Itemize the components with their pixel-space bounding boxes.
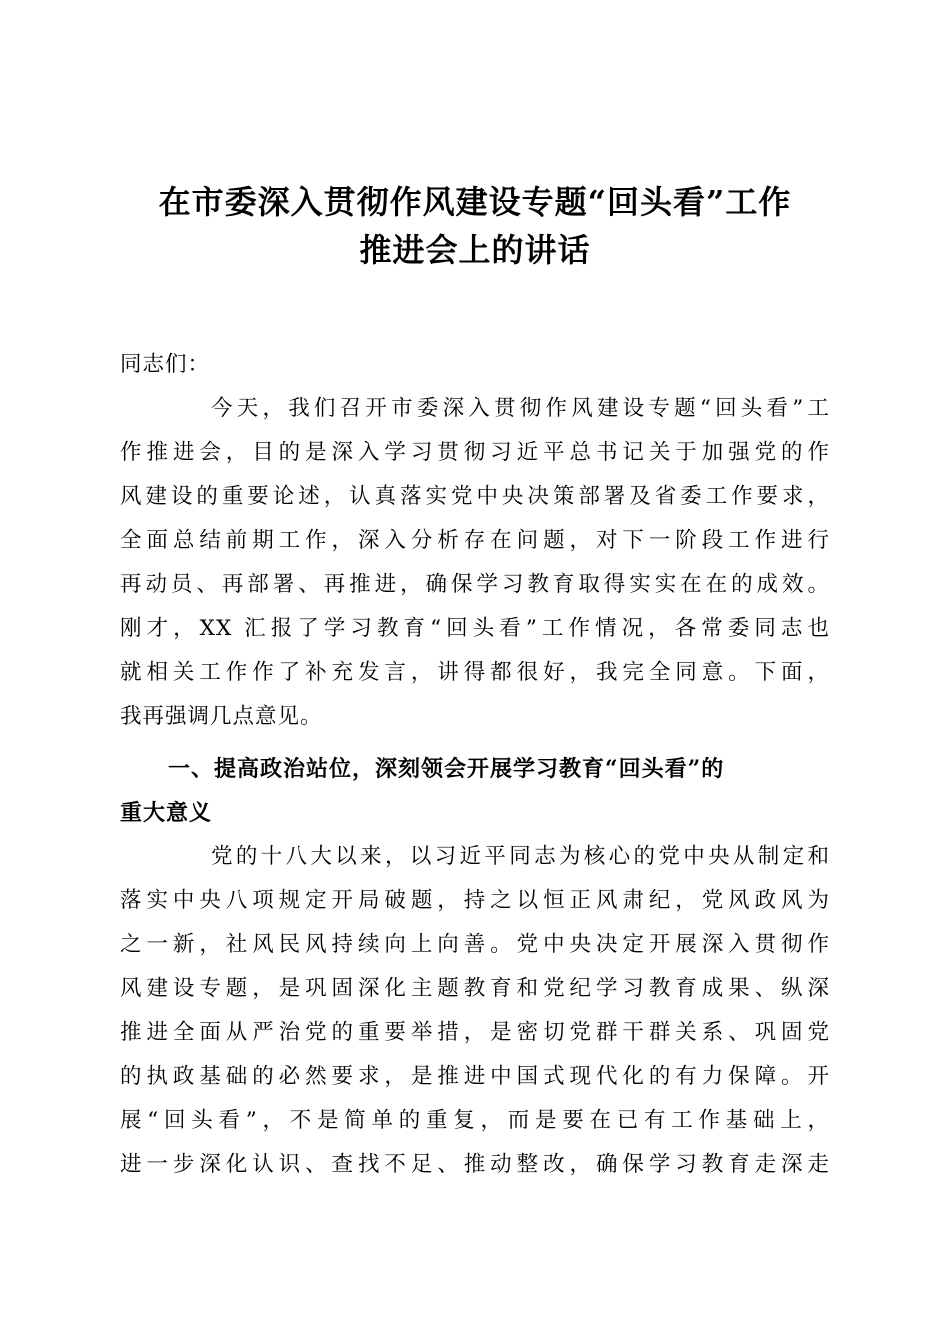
salutation: 同志们： (120, 352, 211, 377)
paragraph-2 (120, 835, 830, 1187)
paragraph-1-line: 今天，我们召开市委深入贯彻作风建设专题“回头看”工 (211, 396, 830, 421)
paragraph-2-line: 落实中央八项规定开局破题，持之以恒正风肃纪，党风政风为 (120, 888, 830, 913)
title-line-1: 在市委深入贯彻作风建设专题“回头看”工作 (158, 183, 792, 221)
section-heading-1-line: 一、提高政治站位，深刻领会开展学习教育“回头看”的 (168, 756, 725, 782)
paragraph-1-line: 再动员、再部署、再推进，确保学习教育取得实实在在的成效。 (120, 572, 830, 597)
paragraph-2-line: 之一新，社风民风持续向上向善。党中央决定开展深入贯彻作 (120, 932, 830, 957)
paragraph-1-line: 我再强调几点意见。 (120, 704, 323, 729)
paragraph-1-line: 作推进会，目的是深入学习贯彻习近平总书记关于加强党的作 (120, 440, 830, 465)
paragraph-2-line: 的执政基础的必然要求，是推进中国式现代化的有力保障。开 (120, 1064, 830, 1089)
paragraph-2-line: 风建设专题，是巩固深化主题教育和党纪学习教育成果、纵深 (120, 976, 830, 1001)
paragraph-1-line: 风建设的重要论述，认真落实党中央决策部署及省委工作要求， (120, 484, 830, 509)
paragraph-2-line: 进一步深化认识、查找不足、推动整改，确保学习教育走深走 (120, 1152, 830, 1177)
title-line-2: 推进会上的讲话 (359, 231, 591, 269)
document-page (120, 178, 830, 1187)
paragraph-2-line: 推进全面从严治党的重要举措，是密切党群干群关系、巩固党 (120, 1020, 830, 1045)
paragraph-1-line: 刚才，XX 汇报了学习教育“回头看”工作情况，各常委同志也 (120, 616, 830, 641)
paragraph-2-line: 党的十八大以来，以习近平同志为核心的党中央从制定和 (211, 844, 830, 869)
paragraph-2-line: 展“回头看”，不是简单的重复，而是要在已有工作基础上， (120, 1108, 830, 1133)
paragraph-1 (120, 387, 830, 739)
section-heading-1-line: 重大意义 (120, 800, 213, 826)
section-heading-1 (120, 747, 830, 835)
document-title (120, 178, 830, 274)
paragraph-1-line: 就相关工作作了补充发言，讲得都很好，我完全同意。下面， (120, 660, 830, 685)
paragraph-1-line: 全面总结前期工作，深入分析存在问题，对下一阶段工作进行 (120, 528, 830, 553)
